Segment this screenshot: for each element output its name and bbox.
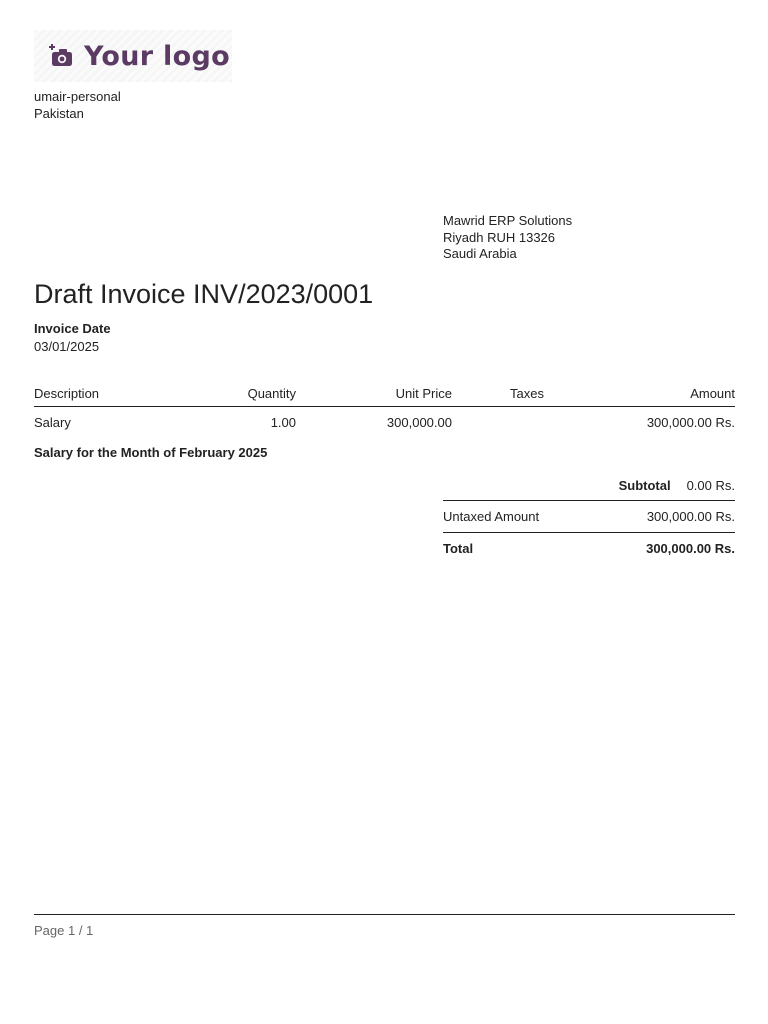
header-description: Description — [34, 380, 194, 407]
untaxed-amount-label: Untaxed Amount — [443, 509, 540, 524]
table-row — [34, 407, 735, 438]
invoice-date-value: 03/01/2025 — [34, 339, 100, 354]
logo-text: Your logo — [84, 40, 230, 72]
company-name: umair-personal — [34, 89, 121, 104]
table-header-row — [34, 380, 735, 407]
company-address — [34, 88, 121, 122]
header-amount: Amount — [544, 380, 735, 407]
total-row — [443, 532, 735, 564]
total-label: Total — [443, 541, 474, 556]
invoice-title: Draft Invoice INV/2023/0001 — [34, 279, 374, 309]
line-quantity: 1.00 — [270, 414, 296, 430]
partner-city: Riyadh RUH 13326 — [443, 229, 556, 245]
company-logo — [34, 30, 232, 82]
partner-address — [443, 213, 572, 263]
partner-country: Saudi Arabia — [443, 246, 517, 261]
camera-plus-icon — [48, 43, 74, 69]
header-taxes: Taxes — [452, 380, 544, 407]
untaxed-amount-row — [443, 500, 735, 532]
invoice-date-block — [34, 320, 111, 356]
partner-name: Mawrid ERP Solutions — [443, 213, 573, 228]
line-taxes — [452, 407, 544, 438]
line-unit-price: 300,000.00 — [386, 414, 452, 430]
totals-block — [443, 470, 735, 564]
company-country: Pakistan — [34, 106, 84, 121]
invoice-lines-table — [34, 380, 735, 437]
subtotal-value: 0.00 Rs. — [686, 477, 735, 493]
header-quantity: Quantity — [194, 380, 296, 407]
invoice-date-label: Invoice Date — [34, 321, 111, 336]
line-note: Salary for the Month of February 2025 — [34, 445, 268, 460]
page-number: Page 1 / 1 — [34, 923, 94, 938]
subtotal-row — [443, 470, 735, 500]
page-footer — [34, 914, 735, 938]
untaxed-amount-value: 300,000.00 Rs. — [646, 509, 735, 524]
line-description: Salary — [34, 414, 71, 430]
header-unit-price: Unit Price — [296, 380, 452, 407]
line-amount: 300,000.00 Rs. — [646, 414, 735, 430]
total-value: 300,000.00 Rs. — [646, 541, 735, 556]
subtotal-label: Subtotal — [618, 477, 671, 493]
